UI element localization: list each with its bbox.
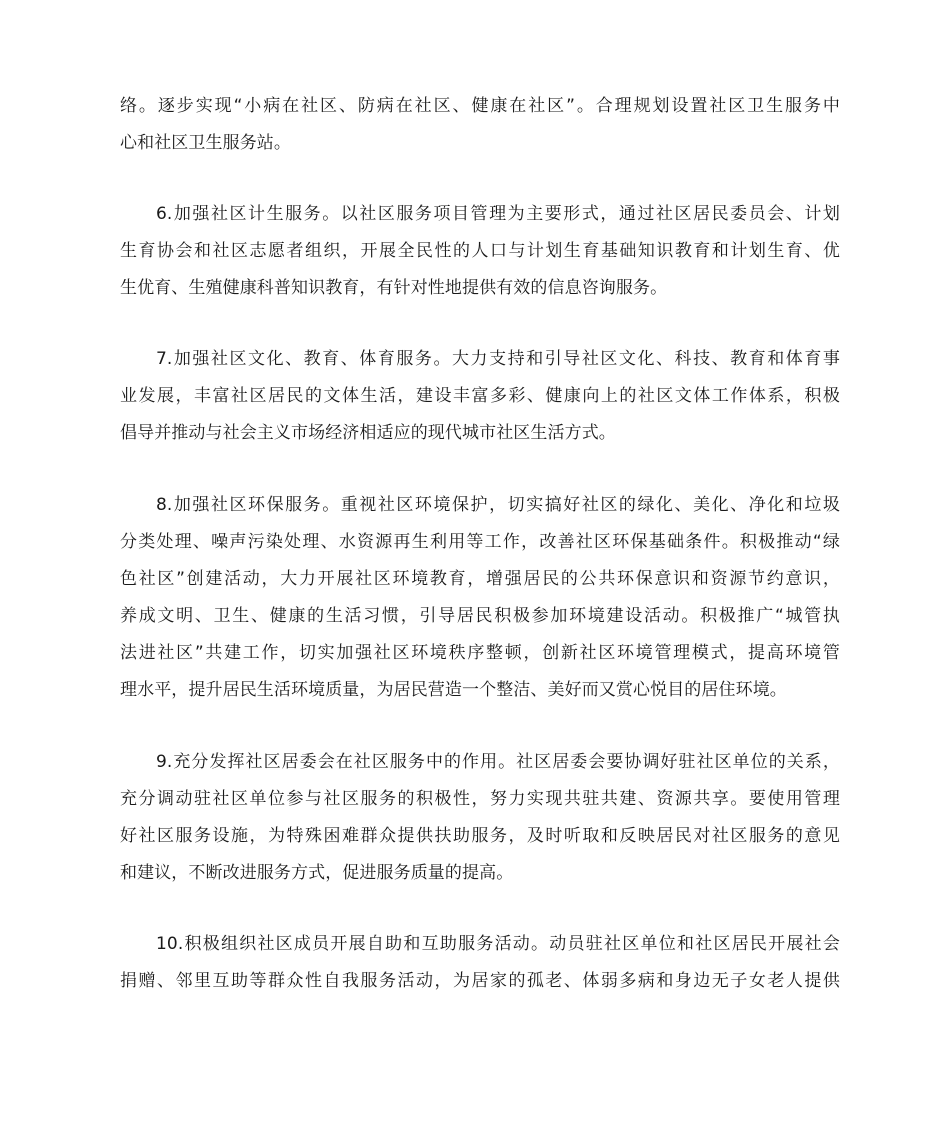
paragraph-line: 业发展，丰富社区居民的文体生活，建设丰富多彩、健康向上的社区文体工作体系，积极 [120,386,840,406]
paragraph-line: 倡导并推动与社会主义市场经济相适应的现代城市社区生活方式。 [120,423,616,443]
paragraph-line: 生优育、生殖健康科普知识教育，有针对性地提供有效的信息咨询服务。 [120,278,668,298]
paragraph-line: 6.加强社区计生服务。以社区服务项目管理为主要形式，通过社区居民委员会、计划 [156,204,840,224]
paragraph-line: 心和社区卫生服务站。 [120,133,291,153]
paragraph-line: 10.积极组织社区成员开展自助和互助服务活动。动员驻社区单位和社区居民开展社会 [156,934,840,954]
paragraph-line: 7.加强社区文化、教育、体育服务。大力支持和引导社区文化、科技、教育和体育事 [156,349,840,369]
paragraph-5 [120,744,840,892]
paragraph-1 [120,88,840,162]
paragraph-line: 9.充分发挥社区居委会在社区服务中的作用。社区居委会要协调好驻社区单位的关系， [156,752,840,772]
paragraph-line: 色社区”创建活动，大力开展社区环境教育，增强居民的公共环保意识和资源节约意识， [120,569,840,589]
paragraph-line: 和建议，不断改进服务方式，促进服务质量的提高。 [120,863,514,883]
paragraph-line: 络。逐步实现“小病在社区、防病在社区、健康在社区”。合理规划设置社区卫生服务中 [120,96,840,116]
paragraph-6 [120,926,840,1000]
paragraph-2 [120,196,840,307]
paragraph-3 [120,341,840,452]
paragraph-line: 好社区服务设施，为特殊困难群众提供扶助服务，及时听取和反映居民对社区服务的意见 [120,826,840,846]
paragraph-line: 理水平，提升居民生活环境质量，为居民营造一个整洁、美好而又赏心悦目的居住环境。 [120,680,787,700]
paragraph-line: 分类处理、噪声污染处理、水资源再生利用等工作，改善社区环保基础条件。积极推动“绿 [120,532,840,552]
paragraph-line: 捐赠、邻里互助等群众性自我服务活动，为居家的孤老、体弱多病和身边无子女老人提供 [120,971,840,991]
paragraph-line: 充分调动驻社区单位参与社区服务的积极性，努力实现共驻共建、资源共享。要使用管理 [120,789,840,809]
paragraph-line: 8.加强社区环保服务。重视社区环境保护，切实搞好社区的绿化、美化、净化和垃圾 [156,495,840,515]
paragraph-4 [120,487,840,709]
paragraph-line: 养成文明、卫生、健康的生活习惯，引导居民积极参加环境建设活动。积极推广“城管执 [120,606,840,626]
paragraph-line: 法进社区”共建工作，切实加强社区环境秩序整顿，创新社区环境管理模式，提高环境管 [120,643,840,663]
paragraph-line: 生育协会和社区志愿者组织，开展全民性的人口与计划生育基础知识教育和计划生育、优 [120,241,840,261]
